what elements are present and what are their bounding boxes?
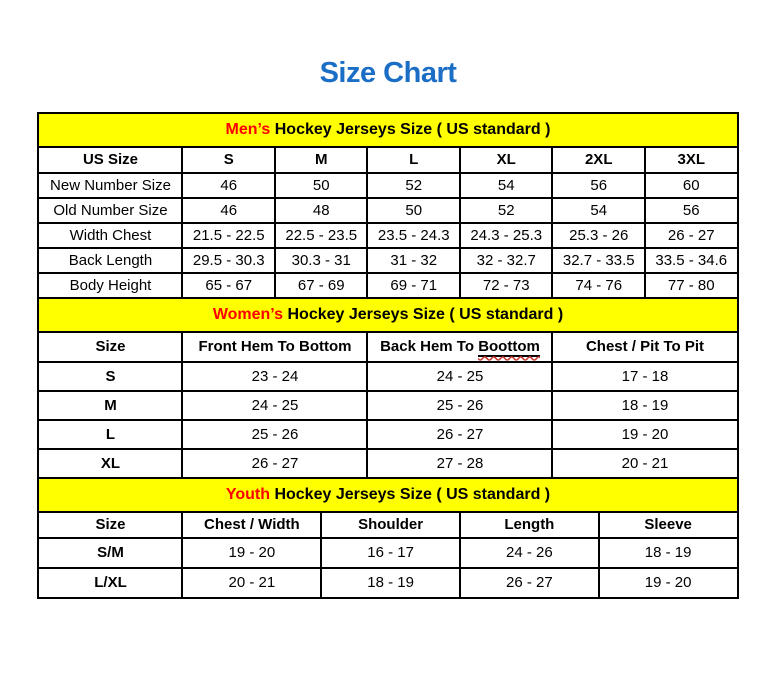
row-label: S/M (38, 538, 182, 568)
table-cell: 67 - 69 (275, 273, 368, 298)
mens-section-band (38, 113, 737, 147)
table-cell: 25.3 - 26 (552, 223, 645, 248)
table-cell: 26 - 27 (645, 223, 738, 248)
womens-header-row (38, 332, 737, 362)
row-label: Old Number Size (38, 198, 182, 223)
womens-section-title-accent: Women’s (212, 305, 284, 323)
table-cell: 26 - 27 (367, 420, 552, 449)
table-cell: 54 (460, 173, 553, 198)
table-cell: 46 (182, 198, 275, 223)
youth-section-band (38, 478, 737, 512)
table-cell: 32.7 - 33.5 (552, 248, 645, 273)
table-cell: 50 (367, 198, 460, 223)
row-label: Width Chest (38, 223, 182, 248)
row-label: Back Length (38, 248, 182, 273)
table-cell: 56 (645, 198, 738, 223)
table-row (38, 173, 737, 198)
table-cell: 33.5 - 34.6 (645, 248, 738, 273)
column-header: M (275, 147, 368, 173)
row-label: L (38, 420, 182, 449)
youth-section-title-accent: Youth (225, 485, 270, 503)
column-header: 3XL (645, 147, 738, 173)
table-cell: 20 - 21 (552, 449, 737, 478)
table-cell: 48 (275, 198, 368, 223)
table-cell: 18 - 19 (321, 568, 460, 598)
table-cell: 52 (460, 198, 553, 223)
column-header: Chest / Width (182, 512, 321, 538)
table-row (38, 248, 737, 273)
table-cell: 16 - 17 (321, 538, 460, 568)
table-cell: 29.5 - 30.3 (182, 248, 275, 273)
table-row (38, 449, 737, 478)
mens-section-title-rest: Hockey Jerseys Size ( US standard ) (270, 120, 551, 138)
column-header: Size (38, 512, 182, 538)
table-cell: 27 - 28 (367, 449, 552, 478)
table-cell: 23 - 24 (182, 362, 367, 391)
column-header-back-hem-word: Boottom (478, 338, 540, 356)
column-header: 2XL (552, 147, 645, 173)
table-cell: 24 - 26 (460, 538, 599, 568)
column-header: L (367, 147, 460, 173)
table-cell: 19 - 20 (552, 420, 737, 449)
table-cell: 60 (645, 173, 738, 198)
column-header: S (182, 147, 275, 173)
table-cell: 52 (367, 173, 460, 198)
table-row (38, 391, 737, 420)
row-label: Body Height (38, 273, 182, 298)
table-cell: 18 - 19 (599, 538, 738, 568)
youth-section-title-rest: Hockey Jerseys Size ( US standard ) (270, 485, 551, 503)
table-cell: 20 - 21 (182, 568, 321, 598)
row-label: XL (38, 449, 182, 478)
table-cell: 21.5 - 22.5 (182, 223, 275, 248)
table-cell: 72 - 73 (460, 273, 553, 298)
table-cell: 25 - 26 (182, 420, 367, 449)
table-cell: 77 - 80 (645, 273, 738, 298)
youth-header-row (38, 512, 737, 538)
mens-header-row (38, 147, 737, 173)
table-cell: 24 - 25 (367, 362, 552, 391)
column-header: Chest / Pit To Pit (552, 332, 737, 362)
womens-section-band (38, 298, 737, 332)
table-cell: 24 - 25 (182, 391, 367, 420)
table-row (38, 223, 737, 248)
table-cell: 17 - 18 (552, 362, 737, 391)
column-header: US Size (38, 147, 182, 173)
table-cell: 46 (182, 173, 275, 198)
table-row (38, 420, 737, 449)
row-label: New Number Size (38, 173, 182, 198)
column-header (367, 332, 552, 362)
row-label: M (38, 391, 182, 420)
womens-size-table (37, 297, 738, 479)
row-label: S (38, 362, 182, 391)
table-row (38, 273, 737, 298)
column-header: Front Hem To Bottom (182, 332, 367, 362)
table-cell: 69 - 71 (367, 273, 460, 298)
youth-section-title (38, 478, 737, 512)
mens-section-title (38, 113, 737, 147)
table-row (38, 568, 737, 598)
table-cell: 19 - 20 (599, 568, 738, 598)
table-cell: 50 (275, 173, 368, 198)
tables-container (0, 112, 776, 599)
table-cell: 30.3 - 31 (275, 248, 368, 273)
table-row (38, 362, 737, 391)
table-cell: 18 - 19 (552, 391, 737, 420)
table-cell: 26 - 27 (460, 568, 599, 598)
table-cell: 74 - 76 (552, 273, 645, 298)
table-cell: 26 - 27 (182, 449, 367, 478)
column-header: Sleeve (599, 512, 738, 538)
table-cell: 19 - 20 (182, 538, 321, 568)
spellcheck-squiggle (478, 338, 540, 357)
row-label: L/XL (38, 568, 182, 598)
womens-section-title (38, 298, 737, 332)
column-header-back-hem-prefix: Back Hem To (380, 338, 479, 356)
table-cell: 56 (552, 173, 645, 198)
column-header: Length (460, 512, 599, 538)
table-cell: 25 - 26 (367, 391, 552, 420)
mens-section-title-accent: Men’s (225, 120, 271, 138)
mens-size-table (37, 112, 738, 299)
column-header: XL (460, 147, 553, 173)
table-cell: 24.3 - 25.3 (460, 223, 553, 248)
page-title: Size Chart (319, 57, 457, 89)
table-cell: 23.5 - 24.3 (367, 223, 460, 248)
table-cell: 65 - 67 (182, 273, 275, 298)
table-cell: 31 - 32 (367, 248, 460, 273)
table-cell: 32 - 32.7 (460, 248, 553, 273)
table-row (38, 198, 737, 223)
column-header: Size (38, 332, 182, 362)
column-header: Shoulder (321, 512, 460, 538)
womens-section-title-rest: Hockey Jerseys Size ( US standard ) (283, 305, 564, 323)
youth-size-table (37, 477, 738, 599)
table-row (38, 538, 737, 568)
table-cell: 22.5 - 23.5 (275, 223, 368, 248)
table-cell: 54 (552, 198, 645, 223)
